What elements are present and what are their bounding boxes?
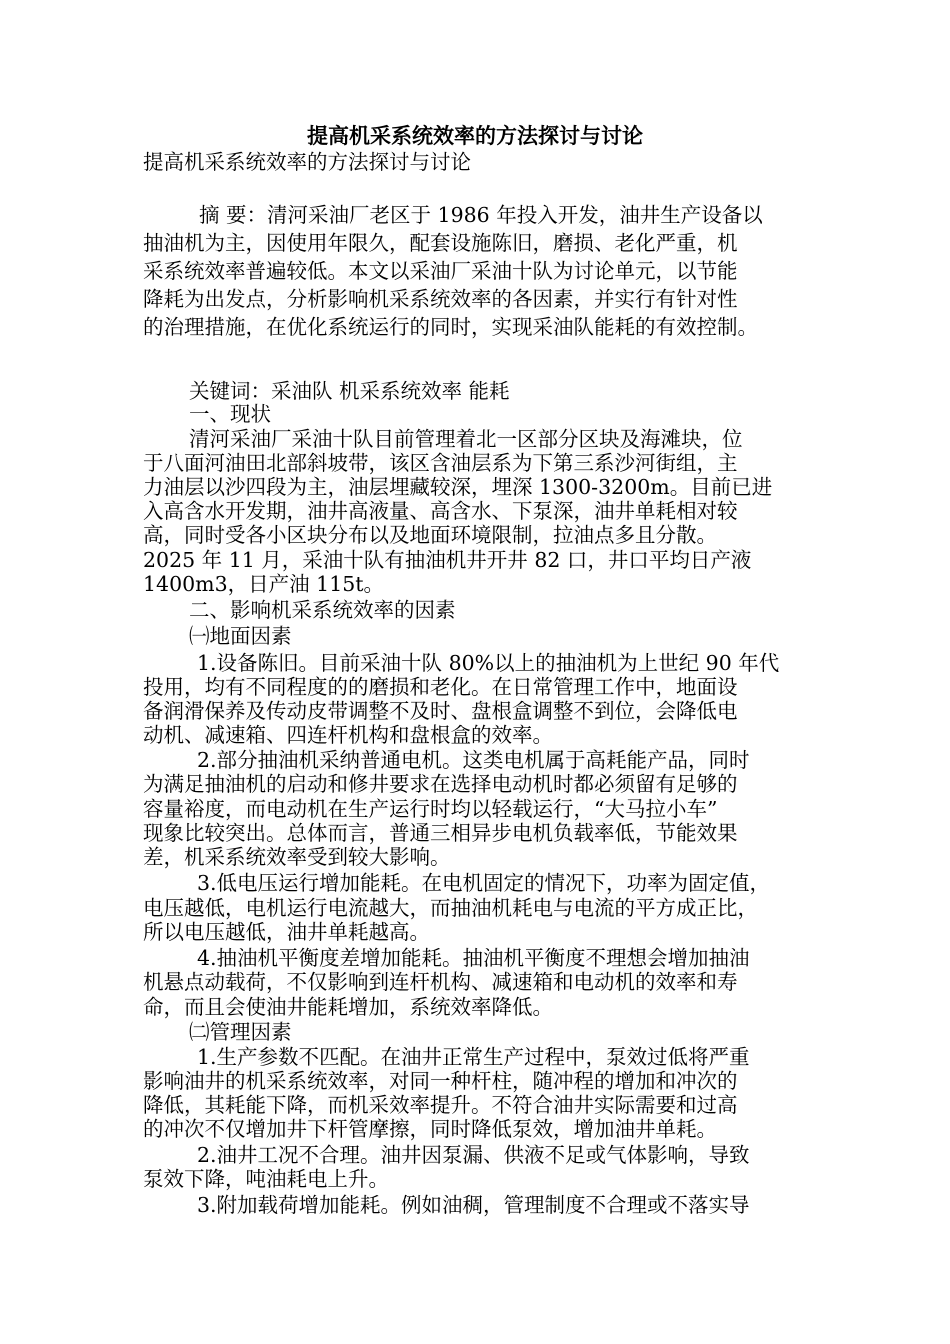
paragraph-line: 2.油井工况不合理。油井因泵漏、供液不足或气体影响，导致 bbox=[197, 1143, 750, 1167]
section-heading: 一、现状 bbox=[189, 402, 271, 426]
paragraph-line: 入高含水开发期，油井高液量、高含水、下泵深，油井单耗相对较 bbox=[143, 499, 738, 523]
paragraph-line: 投用，均有不同程度的的磨损和老化。在日常管理工作中，地面设 bbox=[143, 675, 738, 699]
paragraph-line: 动机、减速箱、四连杆机构和盘根盒的效率。 bbox=[143, 723, 553, 747]
paragraph-line: 高，同时受各小区块分布以及地面环境限制，拉油点多且分散。 bbox=[143, 523, 717, 547]
paragraph-line: 泵效下降，吨油耗电上升。 bbox=[143, 1167, 389, 1191]
document-title: 提高机采系统效率的方法探讨与讨论 bbox=[307, 123, 643, 148]
paragraph-line: 清河采油厂采油十队目前管理着北一区部分区块及海滩块，位 bbox=[189, 427, 743, 451]
abstract-line: 的治理措施，在优化系统运行的同时，实现采油队能耗的有效控制。 bbox=[143, 315, 758, 339]
paragraph-line: 机悬点动载荷，不仅影响到连杆机构、减速箱和电动机的效率和寿 bbox=[143, 970, 738, 994]
paragraph-line: 力油层以沙四段为主，油层埋藏较深，埋深 1300-3200m。目前已进 bbox=[143, 475, 773, 499]
paragraph-line: 差，机采系统效率受到较大影响。 bbox=[143, 845, 451, 869]
abstract-line: 摘 要：清河采油厂老区于 1986 年投入开发，油井生产设备以 bbox=[199, 203, 763, 227]
abstract-line: 降耗为出发点，分析影响机采系统效率的各因素，并实行有针对性 bbox=[143, 287, 738, 311]
keywords: 关键词：采油队 机采系统效率 能耗 bbox=[189, 379, 510, 403]
paragraph-line: 于八面河油田北部斜坡带，该区含油层系为下第三系沙河街组，主 bbox=[143, 451, 738, 475]
paragraph-line: 降低，其耗能下降，而机采效率提升。不符合油井实际需要和过高 bbox=[143, 1093, 738, 1117]
paragraph-line: 1.设备陈旧。目前采油十队 80%以上的抽油机为上世纪 90 年代 bbox=[197, 651, 780, 675]
paragraph-line: 1400m3，日产油 115t。 bbox=[143, 572, 385, 596]
section-heading: 二、影响机采系统效率的因素 bbox=[189, 598, 456, 622]
paragraph-line: 备润滑保养及传动皮带调整不及时、盘根盒调整不到位，会降低电 bbox=[143, 699, 738, 723]
paragraph-line: 影响油井的机采系统效率，对同一种杆柱，随冲程的增加和冲次的 bbox=[143, 1069, 738, 1093]
paragraph-line: 2.部分抽油机采纳普通电机。这类电机属于高耗能产品，同时 bbox=[197, 748, 750, 772]
paragraph-line: 电压越低，电机运行电流越大，而抽油机耗电与电流的平方成正比， bbox=[143, 896, 758, 920]
subsection-heading: ㈡管理因素 bbox=[189, 1020, 292, 1044]
paragraph-line: 4.抽油机平衡度差增加能耗。抽油机平衡度不理想会增加抽油 bbox=[197, 946, 750, 970]
paragraph-line: 的冲次不仅增加井下杆管摩擦，同时降低泵效，增加油井单耗。 bbox=[143, 1117, 717, 1141]
paragraph-line: 容量裕度，而电动机在生产运行时均以轻载运行，“大马拉小车” bbox=[143, 797, 718, 821]
document-subtitle: 提高机采系统效率的方法探讨与讨论 bbox=[143, 150, 471, 174]
paragraph-line: 2025 年 11 月，采油十队有抽油机井开井 82 口，井口平均日产液 bbox=[143, 548, 752, 572]
paragraph-line: 为满足抽油机的启动和修井要求在选择电动机时都必须留有足够的 bbox=[143, 772, 738, 796]
subsection-heading: ㈠地面因素 bbox=[189, 624, 292, 648]
paragraph-line: 命，而且会使油井能耗增加，系统效率降低。 bbox=[143, 995, 553, 1019]
paragraph-line: 1.生产参数不匹配。在油井正常生产过程中，泵效过低将严重 bbox=[197, 1045, 750, 1069]
abstract-line: 采系统效率普遍较低。本文以采油厂采油十队为讨论单元，以节能 bbox=[143, 259, 738, 283]
paragraph-line: 3.附加载荷增加能耗。例如油稠，管理制度不合理或不落实导 bbox=[197, 1193, 750, 1217]
paragraph-line: 现象比较突出。总体而言，普通三相异步电机负载率低，节能效果 bbox=[143, 821, 738, 845]
paragraph-line: 所以电压越低，油井单耗越高。 bbox=[143, 920, 430, 944]
abstract-line: 抽油机为主，因使用年限久，配套设施陈旧，磨损、老化严重，机 bbox=[143, 231, 738, 255]
paragraph-line: 3.低电压运行增加能耗。在电机固定的情况下，功率为固定值， bbox=[197, 871, 771, 895]
